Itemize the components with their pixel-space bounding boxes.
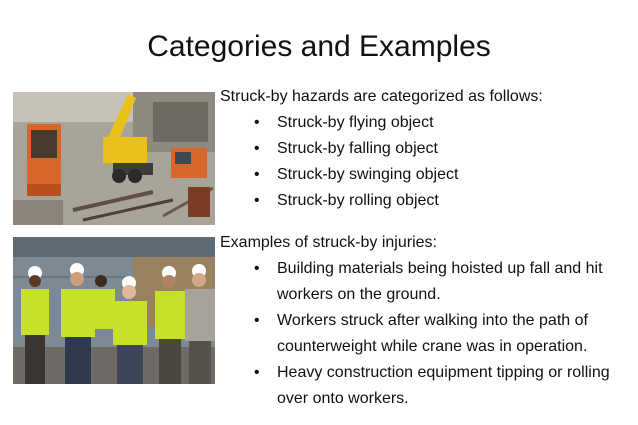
bullet-glyph: •: [254, 312, 260, 329]
list-item: • Struck-by rolling object: [220, 188, 543, 214]
bullet-glyph: •: [254, 140, 260, 157]
examples-section: [220, 230, 622, 412]
list-item: • Building materials being hoisted up fall and hit workers on the ground.: [220, 256, 622, 308]
list-item: • Struck-by swinging object: [220, 162, 543, 188]
list-item: • Struck-by flying object: [220, 110, 543, 136]
crane-site-photo: [13, 92, 215, 225]
slide-title: Categories and Examples: [147, 30, 491, 63]
bullet-glyph: •: [254, 364, 260, 381]
bullet-glyph: •: [254, 192, 260, 209]
list-item: • Struck-by falling object: [220, 136, 543, 162]
workers-photo: [13, 237, 215, 384]
categories-list: [220, 110, 543, 214]
bullet-glyph: •: [254, 260, 260, 277]
categories-section: [220, 84, 543, 214]
categories-lead: Struck-by hazards are categorized as follows:: [220, 88, 543, 105]
bullet-glyph: •: [254, 166, 260, 183]
examples-list: [220, 256, 622, 412]
list-item: • Heavy construction equipment tipping or rolling over onto workers.: [220, 360, 622, 412]
examples-lead: Examples of struck-by injuries:: [220, 234, 437, 251]
list-item: • Workers struck after walking into the path of counterweight while crane was in operation.: [220, 308, 622, 360]
bullet-glyph: •: [254, 114, 260, 131]
